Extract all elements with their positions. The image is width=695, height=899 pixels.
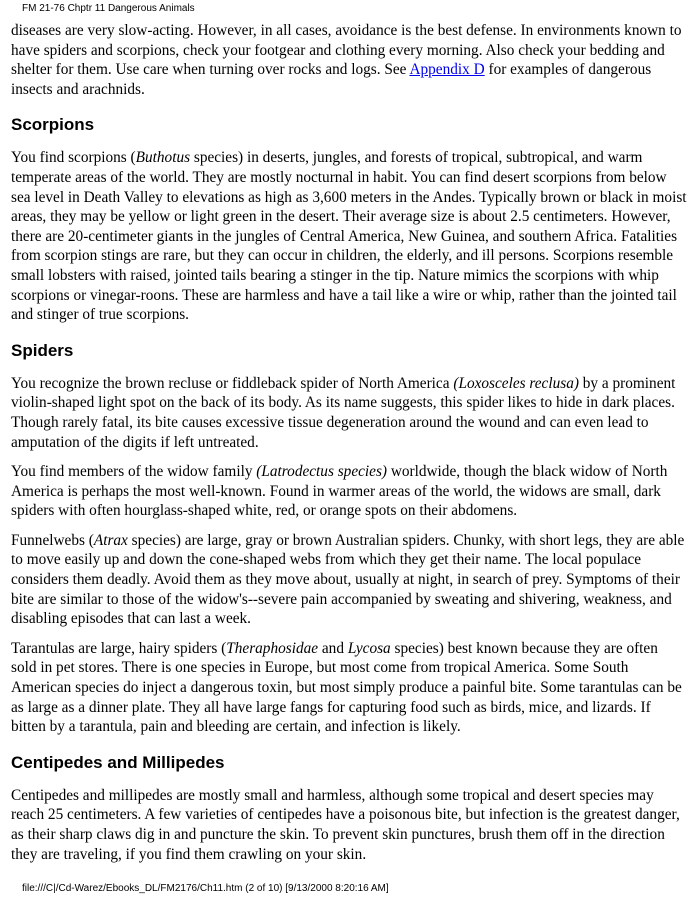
text-run: by a prominent violin-shaped light spot on the back of its body. As its name suggests, this spider likes to hide in dark places. Though rarely fatal, its bite causes excessive tissue degeneration around the wound and can even lead to amputation of the digits if left untreated. [11,374,676,451]
intro-paragraph [11,21,687,99]
text-run: Tarantulas are large, hairy spiders ( [11,639,227,657]
appendix-d-link[interactable]: Appendix D [409,61,485,79]
species-name: Lycosa [347,639,391,657]
text-run: worldwide, though the black widow of North America is perhaps the most well-known. Found in warmer areas of the world, the widows are small, dark spiders with often hourglass-shaped white, red, or orange spots on their abdomens. [11,463,668,520]
spiders-heading: Spiders [11,340,74,360]
text-run: Funnelwebs ( [11,531,94,549]
intro-text-end: for examples of dangerous insects and arachnids. [11,61,652,98]
species-name: Atrax [93,531,128,549]
centipedes-paragraph: Centipedes and millipedes are mostly small and harmless, although some tropical and desert species may reach 25 centimeters. A few varieties of centipedes have a poisonous bite, but infection is the greatest danger, as their sharp claws dig in and puncture the skin. To prevent skin punctures, brush them off in the direction they are traveling, if you find them crawling on your skin. [11,786,680,863]
scorpions-paragraph [11,148,687,324]
document-body [11,21,687,874]
species-name: Theraphosidae [226,639,319,657]
text-run: species) in deserts, jungles, and forests of tropical, subtropical, and warm temperate areas of the world. They are mostly nocturnal in habit. You can find desert scorpions from below sea level in Death Valley to elevations as high as 3,600 meters in the Andes. Typically brown or black in moist areas, they may be yellow or light green in the desert. Their average size is about 2.5 centimeters. However, there are 20-centimeter giants in the jungles of Central America, New Guinea, and southern Africa. Fatalities from scorpion stings are rare, but they can occur in children, the elderly, and ill persons. Scorpions resemble small lobsters with raised, jointed tails bearing a stinger in the tip. Nature mimics the scorpions with whip scorpions or vinegar-roons. These are harmless and have a tail like a wire or whip, rather than the jointed tail and stinger of true scorpions. [11,149,687,324]
page-footer: file:///C|/Cd-Warez/Ebooks_DL/FM2176/Ch11.htm (2 of 10) [9/13/2000 8:20:16 AM] [22,883,389,894]
centipedes-heading: Centipedes and Millipedes [11,752,225,772]
text-run: You find members of the widow family [11,463,257,481]
species-name: (Loxosceles reclusa) [453,374,579,392]
text-run: species) are large, gray or brown Australian spiders. Chunky, with short legs, they are able to move easily up and down the cone-shaped webs from which they get their name. The local populace considers them deadly. Avoid them as they move about, usually at night, in search of prey. Symptoms of their bite are similar to those of the widow's--severe pain accompanied by sweating and shivering, weakness, and disabling episodes that can last a week. [11,531,685,628]
species-name: Buthotus [135,149,191,167]
intro-text: diseases are very slow-acting. However, in all cases, avoidance is the best defense. In environments known to have spiders and scorpions, check your footgear and clothing every morning. Also check your bedding and shelter for them. Use care when turning over rocks and logs. See [11,22,682,79]
species-name: (Latrodectus species) [256,463,387,481]
tarantula-paragraph [11,639,687,737]
brown-recluse-paragraph [11,374,687,452]
page-header: FM 21-76 Chptr 11 Dangerous Animals [22,3,195,14]
widow-paragraph [11,462,687,521]
text-run: You recognize the brown recluse or fiddleback spider of North America [11,374,454,392]
text-run: species) best known because they are often sold in pet stores. There is one species in Europe, but most come from tropical America. Some South American species do inject a dangerous toxin, but most simply produce a painful bite. Some tarantulas can be as large as a dinner plate. They all have large fangs for capturing food such as birds, mice, and lizards. If bitten by a tarantula, pain and bleeding are certain, and infection is likely. [11,639,682,736]
text-run: You find scorpions ( [11,149,136,167]
scorpions-heading: Scorpions [11,115,95,135]
funnelweb-paragraph [11,531,687,629]
text-run: and [318,639,348,657]
